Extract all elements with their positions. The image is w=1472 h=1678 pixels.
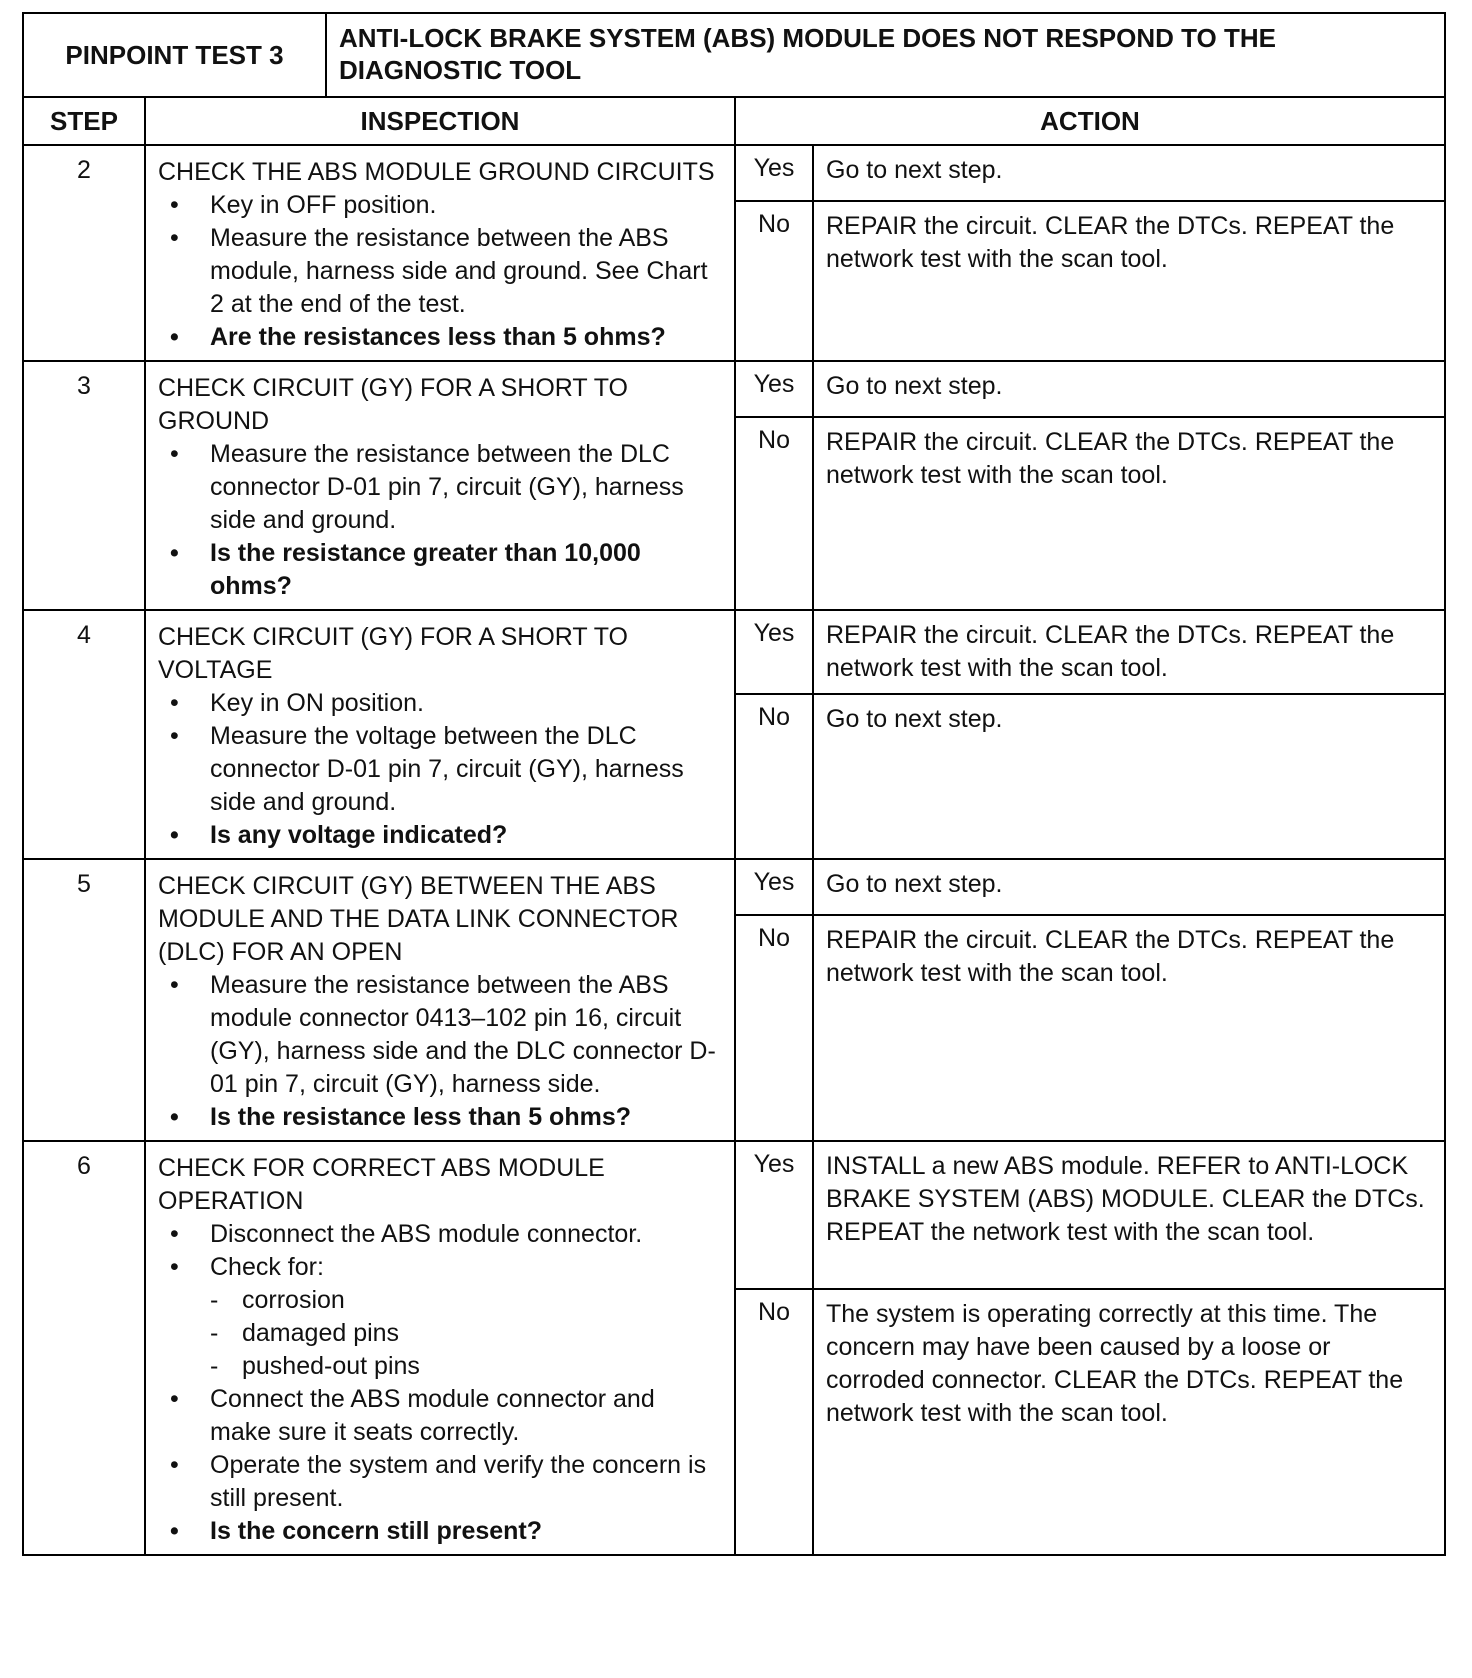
inspection-cell	[145, 361, 735, 610]
no-action: REPAIR the circuit. CLEAR the DTCs. REPEAT the network test with the scan tool.	[813, 201, 1445, 361]
step-row	[23, 610, 1445, 694]
inspection-bullet: • Measure the resistance between the ABS module connector 0413–102 pin 16, circuit (GY), harness side and the DLC connector D-01 pin 7, circuit (GY), harness side.	[158, 969, 722, 1101]
yes-action: Go to next step.	[813, 145, 1445, 201]
no-action: REPAIR the circuit. CLEAR the DTCs. REPEAT the network test with the scan tool.	[813, 417, 1445, 610]
step-row	[23, 859, 1445, 915]
step-row	[23, 361, 1445, 417]
inspection-title: CHECK FOR CORRECT ABS MODULE OPERATION	[158, 1154, 605, 1215]
inspection-subitem: - corrosion	[158, 1284, 722, 1317]
no-label: No	[735, 915, 813, 1141]
step-number: 2	[23, 145, 145, 361]
inspection-bullet: • Measure the resistance between the ABS module, harness side and ground. See Chart 2 at the end of the test.	[158, 222, 722, 321]
pinpoint-test-document	[22, 12, 1446, 1556]
column-header-step: STEP	[23, 97, 145, 145]
step-number: 5	[23, 859, 145, 1141]
inspection-bullet: • Measure the resistance between the DLC connector D-01 pin 7, circuit (GY), harness side and ground.	[158, 438, 722, 537]
no-label: No	[735, 1289, 813, 1555]
inspection-bullet: • Operate the system and verify the concern is still present.	[158, 1449, 722, 1515]
inspection-subitem: - pushed-out pins	[158, 1350, 722, 1383]
inspection-title: CHECK CIRCUIT (GY) FOR A SHORT TO GROUND	[158, 374, 628, 435]
yes-action: Go to next step.	[813, 361, 1445, 417]
inspection-cell	[145, 145, 735, 361]
inspection-title: CHECK CIRCUIT (GY) FOR A SHORT TO VOLTAGE	[158, 623, 628, 684]
yes-action: Go to next step.	[813, 859, 1445, 915]
yes-label: Yes	[735, 859, 813, 915]
step-row	[23, 145, 1445, 201]
inspection-title: CHECK THE ABS MODULE GROUND CIRCUITS	[158, 158, 715, 186]
inspection-question: • Is any voltage indicated?	[158, 819, 722, 852]
step-number: 4	[23, 610, 145, 859]
inspection-cell	[145, 610, 735, 859]
inspection-list	[158, 1218, 722, 1548]
inspection-bullet: • Connect the ABS module connector and make sure it seats correctly.	[158, 1383, 722, 1449]
yes-action: REPAIR the circuit. CLEAR the DTCs. REPEAT the network test with the scan tool.	[813, 610, 1445, 694]
step-row	[23, 1141, 1445, 1289]
header-table	[22, 12, 1446, 98]
inspection-question: • Are the resistances less than 5 ohms?	[158, 321, 722, 354]
inspection-cell	[145, 859, 735, 1141]
step-number: 3	[23, 361, 145, 610]
inspection-list	[158, 687, 722, 852]
no-action: Go to next step.	[813, 694, 1445, 859]
no-label: No	[735, 694, 813, 859]
no-action: REPAIR the circuit. CLEAR the DTCs. REPEAT the network test with the scan tool.	[813, 915, 1445, 1141]
yes-label: Yes	[735, 610, 813, 694]
inspection-question: • Is the resistance less than 5 ohms?	[158, 1101, 722, 1134]
inspection-list	[158, 189, 722, 354]
inspection-title: CHECK CIRCUIT (GY) BETWEEN THE ABS MODULE AND THE DATA LINK CONNECTOR (DLC) FOR AN OPEN	[158, 872, 679, 966]
yes-label: Yes	[735, 361, 813, 417]
inspection-table	[22, 96, 1446, 1556]
no-label: No	[735, 201, 813, 361]
test-title: ANTI-LOCK BRAKE SYSTEM (ABS) MODULE DOES NOT RESPOND TO THE DIAGNOSTIC TOOL	[326, 13, 1445, 97]
inspection-question: • Is the concern still present?	[158, 1515, 722, 1548]
inspection-question: • Is the resistance greater than 10,000 ohms?	[158, 537, 722, 603]
step-number: 6	[23, 1141, 145, 1555]
inspection-bullet: • Key in OFF position.	[158, 189, 722, 222]
inspection-cell	[145, 1141, 735, 1555]
no-label: No	[735, 417, 813, 610]
column-header-action: ACTION	[735, 97, 1445, 145]
column-header-inspection: INSPECTION	[145, 97, 735, 145]
inspection-list	[158, 438, 722, 603]
yes-label: Yes	[735, 145, 813, 201]
yes-label: Yes	[735, 1141, 813, 1289]
inspection-list	[158, 969, 722, 1134]
inspection-bullet: • Key in ON position.	[158, 687, 722, 720]
inspection-bullet: • Check for:	[158, 1251, 722, 1284]
no-action: The system is operating correctly at this time. The concern may have been caused by a loose or corroded connector. CLEAR the DTCs. REPEAT the network test with the scan tool.	[813, 1289, 1445, 1555]
inspection-subitem: - damaged pins	[158, 1317, 722, 1350]
inspection-bullet: • Measure the voltage between the DLC connector D-01 pin 7, circuit (GY), harness side and ground.	[158, 720, 722, 819]
test-label: PINPOINT TEST 3	[23, 13, 326, 97]
yes-action: INSTALL a new ABS module. REFER to ANTI-LOCK BRAKE SYSTEM (ABS) MODULE. CLEAR the DTCs. REPEAT the network test with the scan tool.	[813, 1141, 1445, 1289]
inspection-bullet: • Disconnect the ABS module connector.	[158, 1218, 722, 1251]
